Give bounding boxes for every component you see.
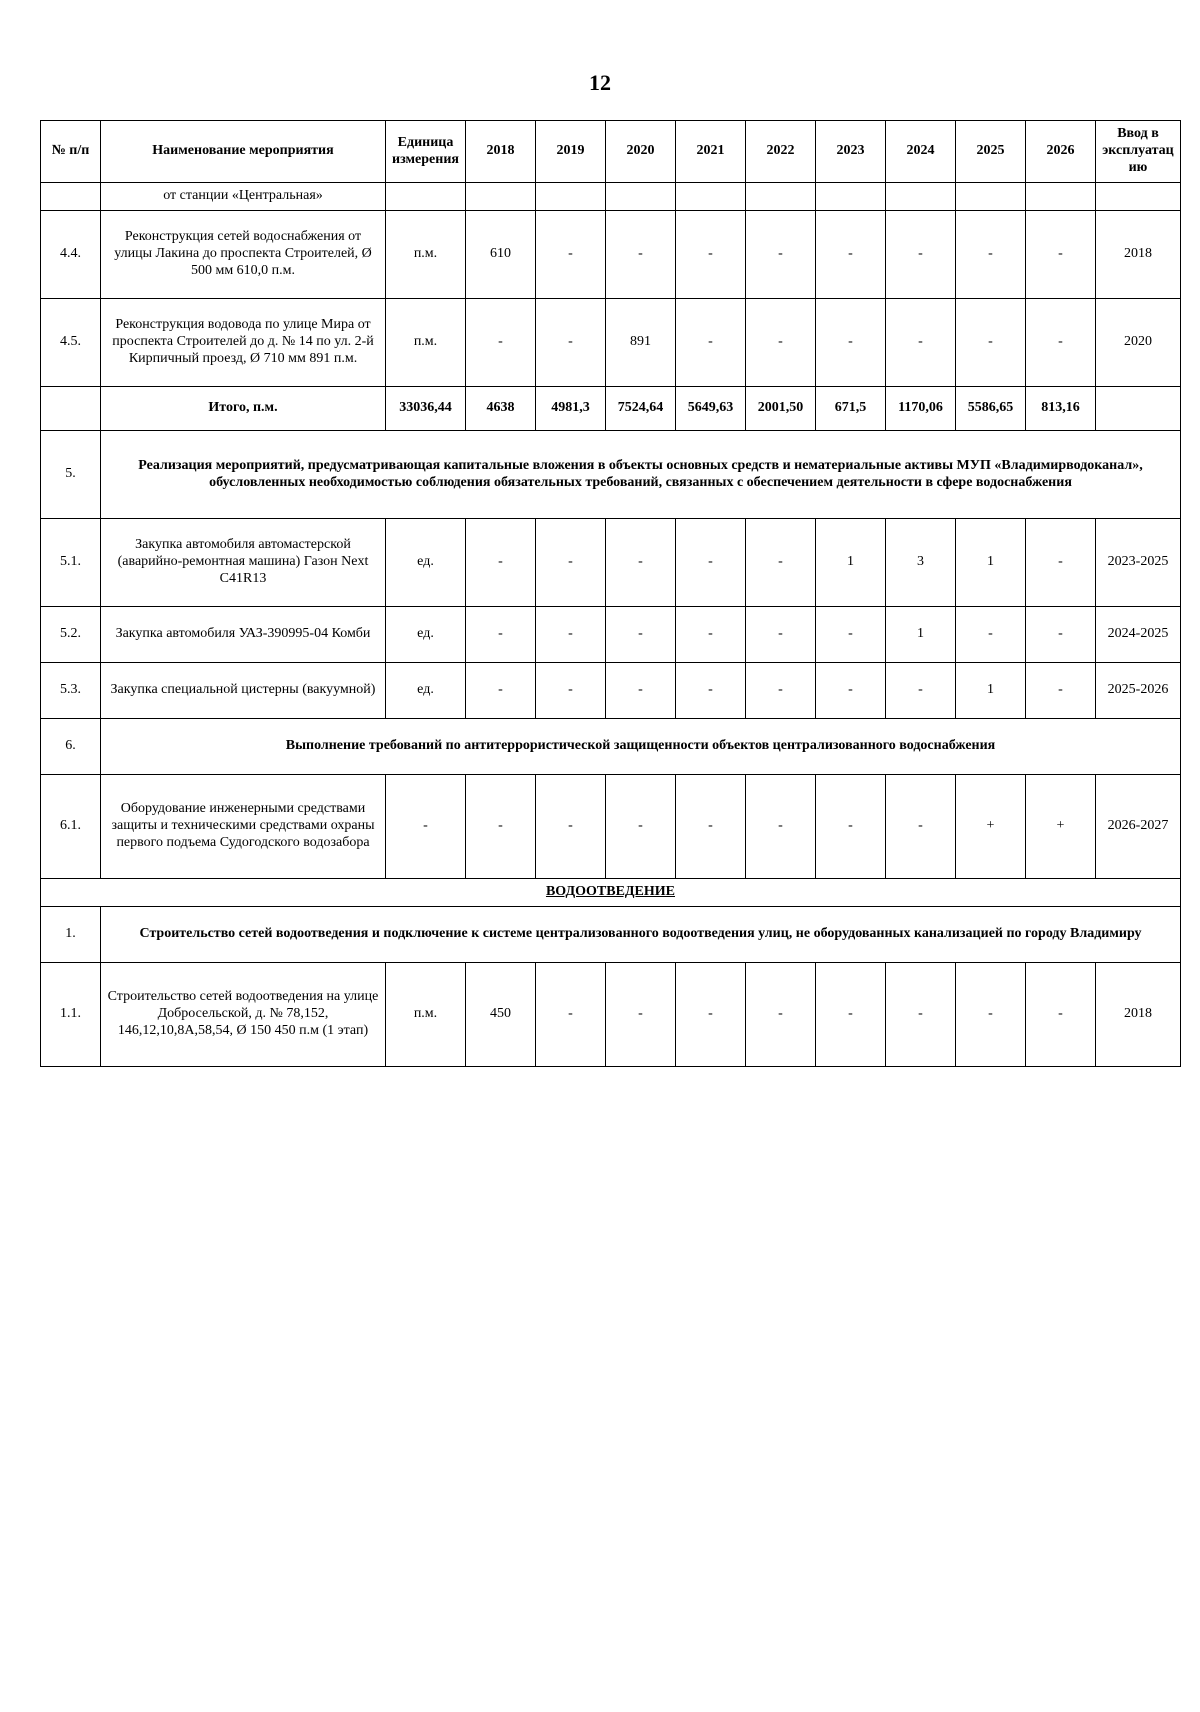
row-unit: ед. — [386, 519, 466, 607]
cell-value: - — [1026, 963, 1096, 1067]
row-name: Строительство сетей водоотведения на улице Добросельской, д. № 78,152, 146,12,10,8А,58,54, Ø 150 450 п.м (1 этап) — [101, 963, 386, 1067]
cell-value: - — [886, 211, 956, 299]
row-num: 6.1. — [41, 775, 101, 879]
row-unit: ед. — [386, 663, 466, 719]
cell-value: - — [536, 211, 606, 299]
cell-value: - — [536, 663, 606, 719]
header-year: 2019 — [536, 121, 606, 183]
row-name: Закупка специальной цистерны (вакуумной) — [101, 663, 386, 719]
header-num: № п/п — [41, 121, 101, 183]
cell-commission: 2024-2025 — [1096, 607, 1181, 663]
row-num: 4.4. — [41, 211, 101, 299]
cell-value: - — [816, 963, 886, 1067]
row-num: 5.2. — [41, 607, 101, 663]
header-year: 2022 — [746, 121, 816, 183]
section-title: ВОДООТВЕДЕНИЕ — [41, 879, 1181, 907]
total-value: 2001,50 — [746, 387, 816, 431]
row-num: 5.1. — [41, 519, 101, 607]
total-value: 5649,63 — [676, 387, 746, 431]
cell-value: - — [1026, 211, 1096, 299]
group-heading: Строительство сетей водоотведения и подключение к системе централизованного водоотведения улиц, не оборудованных канализацией по городу Владимиру — [101, 907, 1181, 963]
total-value: 4981,3 — [536, 387, 606, 431]
header-year: 2020 — [606, 121, 676, 183]
cell-value: - — [886, 775, 956, 879]
row-num: 5.3. — [41, 663, 101, 719]
table-row — [41, 663, 1181, 719]
row-name: Закупка автомобиля УАЗ-390995-04 Комби — [101, 607, 386, 663]
row-name: Закупка автомобиля автомастерской (аварийно-ремонтная машина) Газон Next C41R13 — [101, 519, 386, 607]
header-unit: Единица измерения — [386, 121, 466, 183]
cell-value: - — [466, 775, 536, 879]
group-heading: Реализация мероприятий, предусматривающая капитальные вложения в объекты основных средств и нематериальные активы МУП «Владимирводоканал», обусловленных необходимостью соблюдения обязательных требований, связанных с обеспечением деятельности в сфере водоснабжения — [101, 431, 1181, 519]
cell-value: - — [536, 963, 606, 1067]
cell-value: - — [466, 519, 536, 607]
cell-value: + — [956, 775, 1026, 879]
cell-value: - — [606, 775, 676, 879]
header-year: 2021 — [676, 121, 746, 183]
cell-value: - — [746, 299, 816, 387]
total-value: 671,5 — [816, 387, 886, 431]
header-row — [41, 121, 1181, 183]
row-unit: ед. — [386, 607, 466, 663]
cell-value: - — [1026, 663, 1096, 719]
cell-value: - — [606, 211, 676, 299]
cell-value: - — [606, 663, 676, 719]
cell-value: 1 — [886, 607, 956, 663]
header-name: Наименование мероприятия — [101, 121, 386, 183]
cell-value: - — [816, 775, 886, 879]
cell-value: - — [676, 519, 746, 607]
cell-value: - — [746, 963, 816, 1067]
cell-value: 610 — [466, 211, 536, 299]
cell-value: - — [886, 299, 956, 387]
cell-value: - — [956, 299, 1026, 387]
cell-value: - — [536, 607, 606, 663]
header-year: 2023 — [816, 121, 886, 183]
cell-value: - — [606, 519, 676, 607]
cell-value: - — [746, 775, 816, 879]
cell-value: - — [606, 963, 676, 1067]
cell-commission: 2025-2026 — [1096, 663, 1181, 719]
cell-value: 1 — [816, 519, 886, 607]
cell-commission: 2026-2027 — [1096, 775, 1181, 879]
row-num: 1. — [41, 907, 101, 963]
header-year: 2025 — [956, 121, 1026, 183]
group-heading: Выполнение требований по антитеррористической защищенности объектов централизованного водоснабжения — [101, 719, 1181, 775]
cell-value: - — [676, 299, 746, 387]
cell-value: - — [816, 607, 886, 663]
cell-value: - — [886, 963, 956, 1067]
cell-value: - — [956, 607, 1026, 663]
row-num: 6. — [41, 719, 101, 775]
table-row — [41, 963, 1181, 1067]
cell-value: - — [676, 663, 746, 719]
cell-value: - — [536, 519, 606, 607]
row-num: 5. — [41, 431, 101, 519]
total-sum: 33036,44 — [386, 387, 466, 431]
header-commission: Ввод в эксплуатацию — [1096, 121, 1181, 183]
total-value: 4638 — [466, 387, 536, 431]
total-value: 5586,65 — [956, 387, 1026, 431]
cell-value: - — [1026, 519, 1096, 607]
cell-value: 891 — [606, 299, 676, 387]
row-num: 1.1. — [41, 963, 101, 1067]
cell-value: - — [676, 211, 746, 299]
cell-value: - — [466, 663, 536, 719]
row-name: Реконструкция сетей водоснабжения от улицы Лакина до проспекта Строителей, Ø 500 мм 610,0 п.м. — [101, 211, 386, 299]
total-label: Итого, п.м. — [101, 387, 386, 431]
cell-commission: 2018 — [1096, 211, 1181, 299]
investment-plan-table — [40, 120, 1181, 1067]
cell-value: - — [956, 963, 1026, 1067]
total-value: 7524,64 — [606, 387, 676, 431]
cell-value: - — [816, 211, 886, 299]
row-unit: п.м. — [386, 299, 466, 387]
cell-value: - — [956, 211, 1026, 299]
group-row — [41, 431, 1181, 519]
cell-value: 1 — [956, 519, 1026, 607]
section-row — [41, 879, 1181, 907]
page-number: 12 — [589, 70, 611, 95]
cell-value: - — [746, 211, 816, 299]
table-row — [41, 299, 1181, 387]
total-value: 1170,06 — [886, 387, 956, 431]
cell-commission: 2018 — [1096, 963, 1181, 1067]
cell-value: - — [816, 663, 886, 719]
cell-value: 3 — [886, 519, 956, 607]
table-row — [41, 775, 1181, 879]
cell-value: - — [676, 963, 746, 1067]
row-name: Оборудование инженерными средствами защиты и техническими средствами охраны первого подъема Судогодского водозабора — [101, 775, 386, 879]
cell-value: - — [1026, 299, 1096, 387]
cell-value: - — [536, 775, 606, 879]
cell-value: - — [746, 607, 816, 663]
header-year: 2026 — [1026, 121, 1096, 183]
row-num: 4.5. — [41, 299, 101, 387]
table-row — [41, 607, 1181, 663]
subheading: от станции «Центральная» — [101, 183, 386, 211]
cell-commission: 2023-2025 — [1096, 519, 1181, 607]
total-row — [41, 387, 1181, 431]
cell-value: - — [1026, 607, 1096, 663]
cell-value: - — [886, 663, 956, 719]
cell-value: - — [606, 607, 676, 663]
row-unit: - — [386, 775, 466, 879]
cell-value: - — [676, 607, 746, 663]
header-year: 2024 — [886, 121, 956, 183]
table-row — [41, 211, 1181, 299]
header-year: 2018 — [466, 121, 536, 183]
row-unit: п.м. — [386, 211, 466, 299]
row-unit: п.м. — [386, 963, 466, 1067]
cell-value: - — [466, 607, 536, 663]
cell-value: 1 — [956, 663, 1026, 719]
cell-value: - — [816, 299, 886, 387]
cell-value: + — [1026, 775, 1096, 879]
table-row — [41, 519, 1181, 607]
cell-value: 450 — [466, 963, 536, 1067]
cell-value: - — [676, 775, 746, 879]
cell-value: - — [746, 663, 816, 719]
row-name: Реконструкция водовода по улице Мира от проспекта Строителей до д. № 14 по ул. 2-й Кирпичный проезд, Ø 710 мм 891 п.м. — [101, 299, 386, 387]
group-row — [41, 907, 1181, 963]
cell-value: - — [536, 299, 606, 387]
cell-value: - — [466, 299, 536, 387]
table-row — [41, 183, 1181, 211]
cell-value: - — [746, 519, 816, 607]
cell-commission: 2020 — [1096, 299, 1181, 387]
group-row — [41, 719, 1181, 775]
total-value: 813,16 — [1026, 387, 1096, 431]
